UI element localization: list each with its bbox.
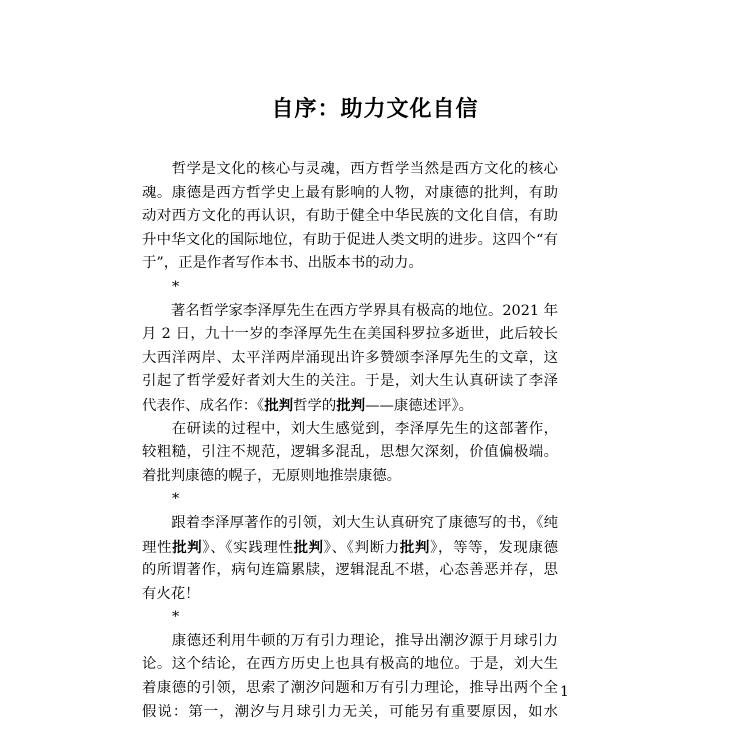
page-title: 自序：助力文化自信 — [271, 97, 479, 122]
section-separator: * — [172, 491, 180, 508]
body-text — [142, 158, 558, 724]
text-line: 论。这个结论，在西方历史上也具有极高的地位。于是，刘大生 — [142, 656, 558, 673]
text-line: 著名哲学家李泽厚先生在西方学界具有极高的地位。2021 年 — [170, 302, 558, 319]
bold-term: 批判 — [399, 538, 431, 556]
text-line: 月 2 日，九十一岁的李泽厚先生在美国科罗拉多逝世，此后较长 — [142, 326, 558, 343]
text-line: 于”，正是作者写作本书、出版本书的动力。 — [142, 255, 423, 272]
bold-term: 批判 — [172, 538, 203, 556]
text-line-bold-terms: 理性批判》、《实践理性批判》、《判断力批判》，等等，发现康德 — [142, 538, 558, 556]
text-line: 升中华文化的国际地位，有助于促进人类文明的进步。这四个“有 — [142, 231, 558, 248]
text-line: 有火花！ — [142, 585, 200, 602]
text-line: 动对西方文化的再认识，有助于健全中华民族的文化自信，有助 — [142, 208, 558, 225]
bold-term: 批判 — [293, 538, 324, 556]
text-line-bold-terms: 代表作、成名作：《批判哲学的批判——康德述评》。 — [142, 396, 474, 414]
text-line: 引起了哲学爱好者刘大生的关注。于是，刘大生认真研读了李泽 — [142, 373, 558, 390]
text-line: 魂。康德是西方哲学史上最有影响的人物，对康德的批判，有助 — [142, 184, 558, 201]
text-line: 大西洋两岸、太平洋两岸涌现出许多赞颂李泽厚先生的文章，这 — [142, 349, 558, 366]
text-line: 着康德的引领，思索了潮汐问题和万有引力理论，推导出两个全 — [142, 680, 558, 697]
text-line: 的所谓著作，病句连篇累牍，逻辑混乱不堪，心态善恶并存，思 — [142, 562, 558, 579]
page-number: 1 — [560, 684, 569, 700]
section-separator: * — [172, 278, 180, 295]
bold-term: 批判 — [336, 396, 366, 414]
text-line: 哲学是文化的核心与灵魂，西方哲学当然是西方文化的核心 — [171, 161, 558, 177]
text-line: 跟着李泽厚著作的引领，刘大生认真研究了康德写的书，《纯 — [171, 514, 558, 531]
bold-term: 批判 — [264, 396, 294, 414]
text-line: 康德还利用牛顿的万有引力理论，推导出潮汐源于月球引力 — [171, 632, 558, 649]
section-separator: * — [172, 609, 180, 626]
text-line: 假说：第一，潮汐与月球引力无关，可能另有重要原因，如水 — [142, 703, 558, 720]
text-line: 着批判康德的幌子，无原则地推崇康德。 — [142, 467, 402, 484]
text-line: 在研读的过程中，刘大生感觉到，李泽厚先生的这部著作， — [171, 420, 558, 437]
text-line: 较粗糙，引注不规范，逻辑多混乱，思想欠深刻，价值偏极端。 — [142, 444, 558, 461]
